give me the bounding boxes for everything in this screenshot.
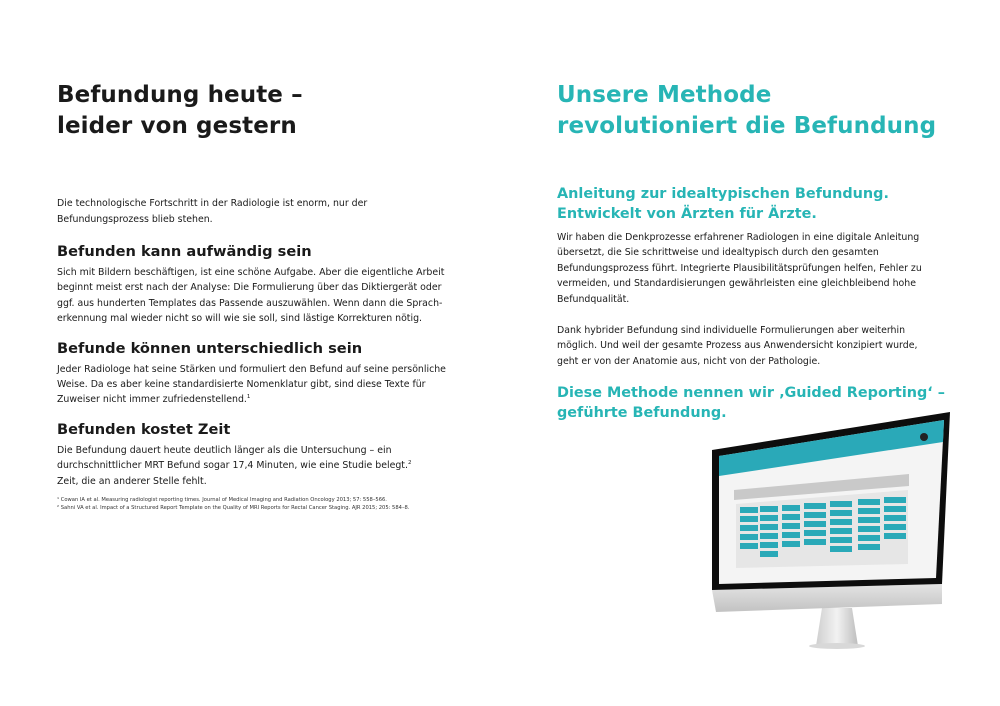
intro-line: Die technologische Fortschritt in der Radiologie ist enorm, nur der: [57, 198, 368, 209]
text-line: möglich. Und weil der gesamte Prozess aus Anwendersicht konzipiert wurde,: [557, 340, 918, 352]
text-line: Befundungsprozess führt. Integrierte Plausibilitätsprüfungen helfen, Fehler zu: [557, 262, 922, 274]
footnote: ² Sahni VA et al. Impact of a Structured Report Template on the Quality of MRI Reports for Rectal Cancer Staging. AJR 2015; 205: 584–8.: [57, 504, 410, 511]
text-line: [57, 392, 457, 407]
text-line: Befundqualität.: [557, 293, 630, 305]
left-column: [57, 80, 457, 512]
text-line: ggf. aus hunderten Templates das Passende auszuwählen. Wenn dann die Sprach-: [57, 297, 443, 309]
text-line: Zeit, die an anderer Stelle fehlt.: [57, 475, 207, 487]
section-heading: Befunde können unterschiedlich sein: [57, 339, 363, 357]
text-line: [57, 458, 457, 473]
footnotes: [57, 497, 457, 512]
subheading-line: Entwickelt von Ärzten für Ärzte.: [557, 206, 817, 222]
method-name-line: Diese Methode nennen wir ‚Guided Reporting‘ –: [557, 385, 945, 402]
left-title-line: leider von gestern: [57, 113, 297, 139]
text-line: Dank hybrider Befundung sind individuelle Formulierungen aber weiterhin: [557, 325, 906, 337]
section-heading: Befunden kostet Zeit: [57, 420, 231, 438]
intro-text: [57, 196, 457, 228]
method-paragraph-1: [557, 230, 957, 307]
subheading: [557, 184, 957, 224]
footnote: ¹ Cowan IA et al. Measuring radiologist reporting times. Journal of Medical Imaging and Radiation Oncology 2013; 57: 558–566.: [57, 497, 387, 504]
method-paragraph-2: [557, 323, 957, 369]
section-unterschiedlich: [57, 339, 457, 408]
text-line: Jeder Radiologe hat seine Stärken und formuliert den Befund auf seine persönliche: [57, 363, 446, 375]
section-heading: Befunden kann aufwändig sein: [57, 243, 312, 260]
text-line-content: Zuweiser nicht immer zufriedenstellend.: [57, 394, 247, 406]
method-name-line: geführte Befundung.: [557, 405, 727, 422]
text-line: geht er von der Anatomie aus, nicht von der Pathologie.: [557, 355, 821, 367]
monitor-stand: [816, 608, 858, 646]
text-line: vermeiden, und Standardisierungen gewährleisten eine gleichbleibend hohe: [557, 278, 916, 290]
footnote-ref: 2: [407, 460, 412, 467]
subheading-line: Anleitung zur idealtypischen Befundung.: [557, 186, 889, 202]
intro-line: Befundungsprozess blieb stehen.: [57, 214, 213, 225]
section-zeit: [57, 420, 457, 489]
section-text: [57, 443, 457, 489]
section-aufwaendig: [57, 242, 457, 327]
text-line: Die Befundung dauert heute deutlich länger als die Untersuchung – ein: [57, 444, 392, 456]
right-title: [557, 80, 957, 142]
text-line: Sich mit Bildern beschäftigen, ist eine schöne Aufgabe. Aber die eigentliche Arbeit: [57, 267, 445, 278]
monitor-illustration: [712, 412, 952, 652]
text-line: Weise. Da es aber keine standardisierte Nomenklatur gibt, sind diese Texte für: [57, 379, 426, 391]
screen-logo-icon: [920, 433, 928, 441]
footnote-ref: 1: [246, 394, 251, 401]
monitor-foot: [809, 643, 865, 649]
right-column: [557, 80, 957, 423]
text-line-content: durchschnittlicher MRT Befund sogar 17,4 Minuten, wie eine Studie belegt.: [57, 460, 408, 472]
text-line: beginnt meist erst nach der Analyse: Die Formulierung über das Diktiergerät oder: [57, 282, 442, 294]
section-text: [57, 362, 457, 408]
section-text: [57, 265, 457, 327]
text-line: übersetzt, die Sie schrittweise und idealtypisch durch den gesamten: [557, 247, 879, 259]
right-title-line: revolutioniert die Befundung: [557, 113, 937, 139]
text-line: erkennung mal wieder nicht so will wie sie soll, sind lästige Korrekturen nötig.: [57, 313, 423, 325]
right-title-line: Unsere Methode: [557, 82, 772, 108]
text-line: Wir haben die Denkprozesse erfahrener Radiologen in eine digitale Anleitung: [557, 232, 920, 243]
left-title: [57, 80, 457, 142]
left-title-line: Befundung heute –: [57, 82, 303, 108]
